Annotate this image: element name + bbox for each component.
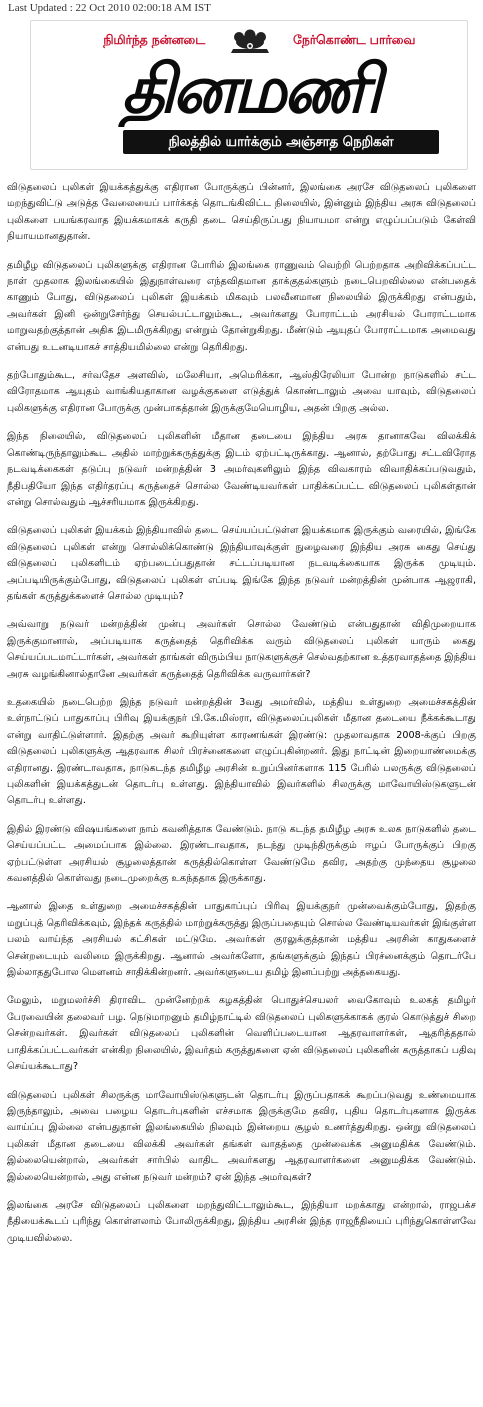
newspaper-masthead[interactable]	[30, 20, 468, 170]
article-paragraph: விடுதலைப் புலிகள் இயக்கத்துக்கு எதிரான போருக்குப் பின்னர், இலங்கை அரசே விடுதலைப் புலிகளை மறந்துவிட்டு அடுத்த வேலையைப் பார்க்கத் தொடங்கிவிட்ட நிலையில், இன்னும் இந்திய அரசு விடுதலைப் புலிகளை பயங்கரவாத இயக்கமாகக் கருதி தடை செய்திருப்பது நியாயமா என்று எழுப்பப்படும் கேள்வி நியாயமானதுதான்.	[7, 182, 476, 243]
article-paragraph: இந்த நிலையில், விடுதலைப் புலிகளின் மீதான தடையை இந்திய அரசு தானாகவே விலக்கிக் கொண்டிருந்தாலும்கூட அதில் மாற்றுக்கருத்துக்கு இடம் ஏற்பட்டிருக்காது. ஆனால், தற்போது சட்டவிரோத நடவடிக்கைகள் தடுப்பு நடுவர் மன்றத்தின் 3 அமர்வுகளிலும் இந்த விவகாரம் விவாதிக்கப்படுவதும், நீதிபதியோ இந்த எதிர்தரப்பு கருத்தைச் சொல்ல வேண்டியவர்கள் பாதிக்கப்பட்ட விடுதலைப் புலிகள்தான் என்று சொல்வதும் ஆச்சரியமாக இருக்கிறது.	[7, 431, 476, 508]
lion-emblem-icon	[227, 27, 273, 55]
article-paragraph: இதில் இரண்டு விஷயங்களை நாம் கவனித்தாக வேண்டும். நாடு கடந்த தமிழீழ அரசு உலக நாடுகளில் தடை செய்யப்பட்ட அமைப்பாக இல்லை. இரண்டாவதாக, நடந்து முடிந்திருக்கும் ஈழப் போருக்குப் பிறகு ஏற்பட்டுள்ள அரசியல் சூழலைத்தான் கருத்தில்கொள்ள வேண்டுமே தவிர, அதற்கு முந்தைய சூழலை கவனத்தில் கொள்வது நடைமுறைக்கு உகந்ததாக இருக்காது.	[7, 823, 476, 885]
article-paragraph: தமிழீழ விடுதலைப் புலிகளுக்கு எதிரான போரில் இலங்கை ராணுவம் வெற்றி பெற்றதாக அறிவிக்கப்பட்ட நாள் முதலாக இலங்கையில் இதுநாள்வரை எந்தவிதமான தாக்குதல்களும் நடைபெறவில்லை என்பதைக் காணும் போது, விடுதலைப் புலிகள் இயக்கம் மிகவும் பலவீனமான நிலையில் இருக்கிறது என்பதும், அவர்கள் இனி ஒன்றுசேர்ந்து செயல்பட்டாலும்கூட, அவர்களது போராட்டம் அரசியல் போராட்டமாக மாறுவதற்குத்தான் அதிக இடமிருக்கிறது என்றும் தோன்றுகிறது. மீண்டும் ஆயுதப் போராட்டமாக அமைவது என்பது உடனடியாகச் சாத்தியமில்லை என்று தெரிகிறது.	[7, 259, 476, 353]
masthead-tagline: நிலத்தில் யார்க்கும் அஞ்சாத நெறிகள்	[168, 134, 394, 150]
article-paragraph: இலங்கை அரசே விடுதலைப் புலிகளை மறந்துவிட்டாலும்கூட, இந்தியா மறக்காது என்றால், ராஜபக்ச நீதியைக்கூடப் புரிந்து கொள்ளலாம் போலிருக்கிறது, இந்திய அரசின் இந்த ராஜநீதியைப் புரிந்துகொள்ளவே முடியவில்லை.	[7, 1199, 476, 1244]
article-paragraph: விடுதலைப் புலிகள் சிலருக்கு மாவோயிஸ்டுகளுடன் தொடர்பு இருப்பதாகக் கூறப்படுவது உண்மையாக இருந்தாலும், அவை பழைய தொடர்புகளின் எச்சமாக இருக்குமே தவிர, புதிய தொடர்புகளாக இருக்க வாய்ப்பு இல்லை என்பதுதான் இலங்கையில் நிலவும் இன்றைய சூழல் உணர்த்துகிறது. ஒன்று விடுதலைப் புலிகள் மீதான தடையை விலக்கி அவர்கள் தங்கள் வாதத்தை முன்வைக்க அனுமதிக்க வேண்டும். இல்லையென்றால், அவர்கள் சார்பில் வாதிட அவர்களது ஆதரவாளர்களை அனுமதிக்க வேண்டும். இல்லையென்றால், அது என்ன நடுவர் மன்றம்? ஏன் இந்த அமர்வுகள்?	[7, 1089, 476, 1183]
dinamani-wordmark: தினமணி	[121, 53, 379, 127]
article-paragraph: ஆனால் இதை உள்துறை அமைச்சகத்தின் பாதுகாப்புப் பிரிவு இயக்குநர் முன்வைக்கும்போது, இதற்கு மறுப்புத் தெரிவிக்கவும், இந்தக் கருத்தில் மாற்றுக்கருத்து இருப்பதையும் சொல்ல வேண்டியவர்கள் இங்குள்ள பலம் வாய்ந்த அரசியல் கட்சிகள் மட்டுமே. அவர்கள் குரலுக்குத்தான் மத்திய அரசின் காதுகளைச் சென்றடையும் வலிமை இருக்கிறது. ஆனால் அவர்களோ, தங்களுக்கும் இந்தப் பிரச்னைக்கும் தொடர்பே இல்லாததுபோல மௌனம் சாதிக்கின்றனர். அவர்களுடைய தமிழ் இனப்பற்று அத்தகையது.	[7, 901, 476, 979]
article-paragraph: தற்போதும்கூட, சர்வதேச அளவில், மலேசியா, அமெரிக்கா, ஆஸ்திரேலியா போன்ற நாடுகளில் சட்ட விரோதமாக ஆயுதம் வாங்கியதாகான வழக்குகளை எடுத்துக் கொண்டாலும் அவை யாவும், விடுதலைப் புலிகளுக்கு எதிரான போருக்கு முன்பாகத்தான் இருக்குமேயொழிய, அதன் பிறகு அல்ல.	[7, 370, 476, 414]
editorial-article	[7, 180, 476, 1259]
masthead-slogan-row	[31, 27, 467, 53]
article-paragraph: அவ்வாறு நடுவர் மன்றத்தின் முன்பு அவர்கள் சொல்ல வேண்டும் என்பதுதான் விதிமுறையாக இருக்குமானால், அப்படியாக கருத்தைத் தெரிவிக்க வரும் விடுதலைப் புலிகள் யாரும் கைது செய்யப்படமாட்டார்கள், அவர்கள் தாங்கள் விரும்பிய நாடுகளுக்குச் செல்வதற்கான உத்தரவாதத்தை இந்திய அரசு வழங்கினால்தானே அவர்கள் கருத்தைத் தெரிவிக்க வருவார்கள்?	[7, 619, 476, 680]
masthead-slogan-right: நேர்கொண்ட பார்வை	[293, 32, 416, 47]
masthead-tagline-bar	[123, 130, 439, 154]
article-paragraph: உதகையில் நடைபெற்ற இந்த நடுவர் மன்றத்தின் 3வது அமர்வில், மத்திய உள்துறை அமைச்சகத்தின் உள்நாட்டுப் பாதுகாப்பு பிரிவு இயக்குநர் பி.கே.மிஸ்ரா, விடுதலைப்புலிகள் மீதான தடையை நீக்கக்கூடாது என்று வாதிட்டுள்ளார். இதற்கு அவர் கூறியுள்ள காரணங்கள் இரண்டு: முதலாவதாக 2008-க்குப் பிறகு விடுதலைப் புலிகளுக்கு ஆதரவாக சிலர் பிரச்னைகளை எழுப்புகின்றனர். இது நாட்டின் இறையாண்மைக்கு எதிரானது. இரண்டாவதாக, நாடுகடந்த தமிழீழ அரசின் உறுப்பினர்களாக 115 பேரில் பலருக்கு விடுதலைப் புலிகளின் இயக்கத்துடன் தொடர்பு உள்ளது. இந்தியாவில் இவர்களில் சிலருக்கு மாவோயிஸ்டுகளுடன் தொடர்பு உள்ளது.	[7, 696, 476, 807]
last-updated-timestamp: Last Updated : 22 Oct 2010 02:00:18 AM IST	[8, 2, 211, 14]
article-paragraph: விடுதலைப் புலிகள் இயக்கம் இந்தியாவில் தடை செய்யப்பட்டுள்ள இயக்கமாக இருக்கும் வரையில், இங்கே விடுதலைப் புலிகள் என்று சொல்லிக்கொண்டு இந்தியாவுக்குள் நுழைவரை இந்திய அரசு கைது செய்து விடுதலைப் புலிகளிடம் ஏற்படைப்பதுதான் சட்டப்படியான நடவடிக்கையாக இருக்க முடியும். அப்படியிருக்கும்போது, விடுதலைப் புலிகள் எப்படி இங்கே இந்த நடுவர் மன்றத்தின் முன்பாக ஆஜராகி, தங்கள் கருத்துக்களைச் சொல்ல முடியும்?	[7, 525, 476, 602]
masthead-slogan-left: நிமிர்ந்த நன்னடை	[103, 32, 205, 47]
article-paragraph: மேலும், மறுமலர்ச்சி திராவிட முன்னேற்றக் கழகத்தின் பொதுச்செயலர் வைகோவும் உலகத் தமிழர் பேரவையின் தலைவர் பழ. நெடுமாறனும் தமிழ்நாட்டில் விடுதலைப் புலிகளுக்காகக் குரல் கொடுத்துச் சிறை சென்றவர்கள். இவர்கள் விடுதலைப் புலிகளின் வெளிப்படையான ஆதரவாளர்கள், ஆதரித்ததால் பாதிக்கப்பட்டவர்கள் என்கிற நிலையில், இவர்தம் கருத்துகளை ஏன் விடுதலைப் புலிகளின் கருத்தாகப் பதிவு செய்யக்கூடாது?	[7, 995, 476, 1073]
